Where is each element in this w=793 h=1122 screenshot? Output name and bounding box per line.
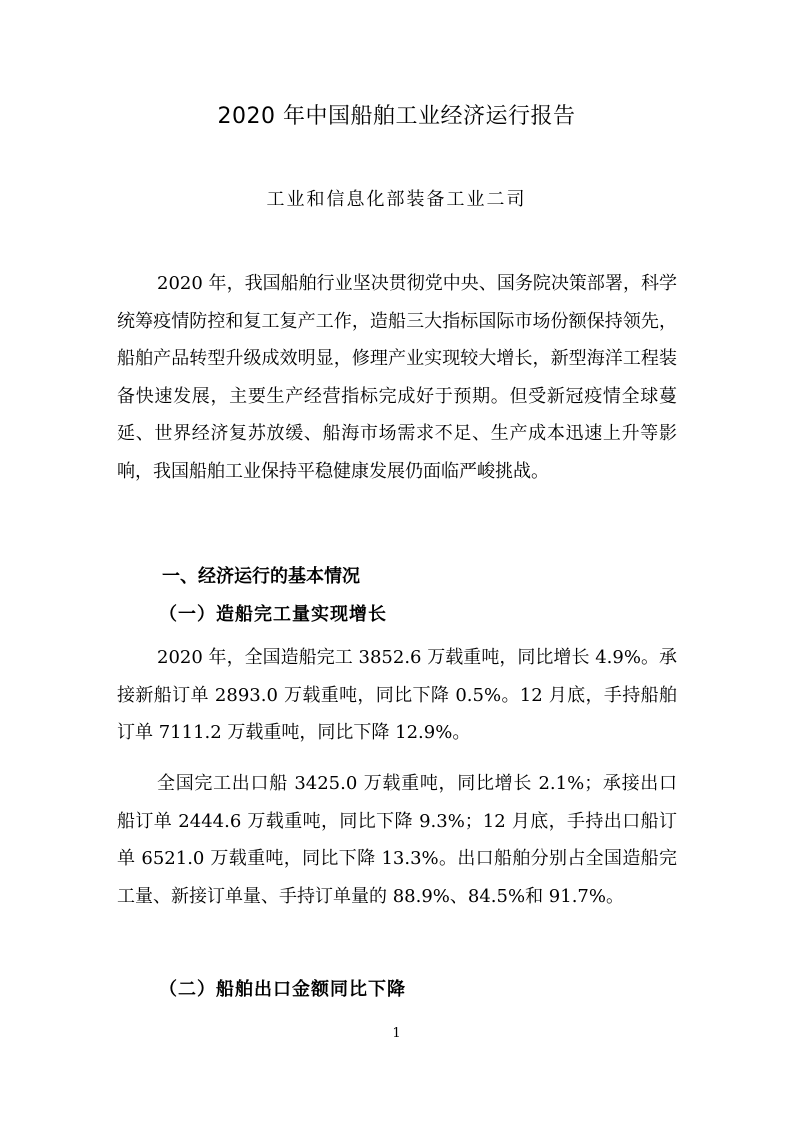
subsection-heading: （二）船舶出口金额同比下降 bbox=[159, 979, 406, 1000]
section-heading: 一、经济运行的基本情况 bbox=[162, 566, 360, 587]
subsection-heading: （一）造船完工量实现增长 bbox=[159, 604, 387, 625]
intro-paragraph: 2020 年，我国船舶行业坚决贯彻党中央、国务院决策部署，科学统筹疫情防控和复工复产工作，造船三大指标国际市场份额保持领先，船舶产品转型升级成效明显，修理产业实现较大增长，新型海洋工程装备快速发展，主要生产经营指标完成好于预期。但受新冠疫情全球蔓延、世界经济复苏放缓、船海市场需求不足、生产成本迅速上升等影响，我国船舶工业保持平稳健康发展仍面临严峻挑战。 bbox=[117, 273, 677, 482]
body-paragraph: 2020 年，全国造船完工 3852.6 万载重吨，同比增长 4.9%。承接新船订单 2893.0 万载重吨，同比下降 0.5%。12 月底，手持船舶订单 7111.2 万载重吨，同比下降 12.9%。 bbox=[117, 647, 677, 743]
document-title: 2020 年中国船舶工业经济运行报告 bbox=[217, 104, 576, 129]
document-subtitle: 工业和信息化部装备工业二司 bbox=[266, 189, 527, 210]
body-paragraph: 全国完工出口船 3425.0 万载重吨，同比增长 2.1%；承接出口船订单 2444.6 万载重吨，同比下降 9.3%；12 月底，手持出口船订单 6521.0 万载重吨，同比下降 13.3%。出口船舶分别占全国造船完工量、新接订单量、手持订单量的 88.9%、84.5%和 91.7%。 bbox=[117, 773, 677, 907]
page-number: 1 bbox=[392, 1026, 401, 1041]
